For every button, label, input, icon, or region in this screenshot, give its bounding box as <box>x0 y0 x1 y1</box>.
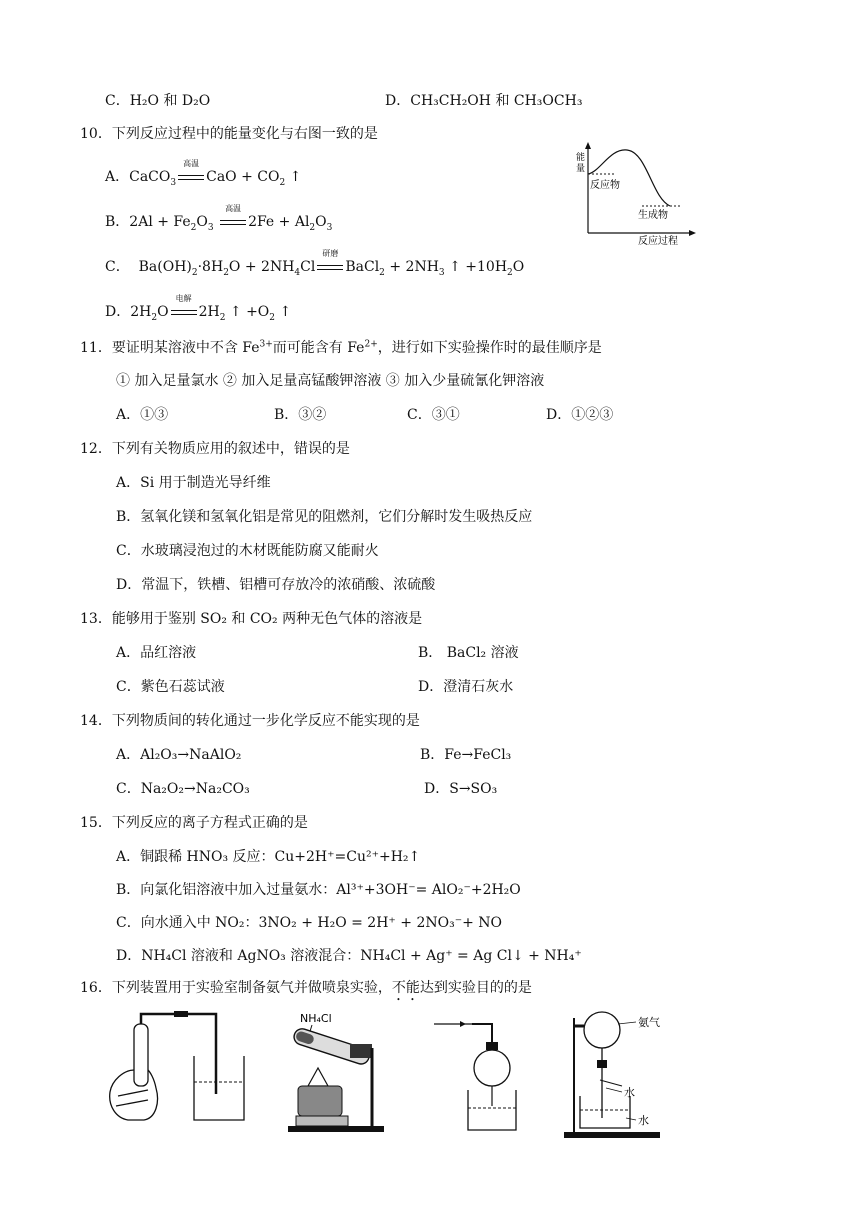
q11-stem: 11．要证明某溶液中不含 $Fe^{3+}$而可能含有 $Fe^{2+}$，进行如下实验操作时的最佳顺序是 <box>80 339 602 356</box>
q15-option-c: C．向水通入中 NO₂：3NO₂ + H₂O = 2H⁺ + 2NO₃⁻+ NO <box>116 915 502 931</box>
q16-stem: 16．下列装置用于实验室制备氨气并做喷泉实验，不能达到实验目的的是 <box>80 980 532 996</box>
q15-stem: 15．下列反应的离子方程式正确的是 <box>80 815 308 831</box>
q14-stem: 14．下列物质间的转化通过一步化学反应不能实现的是 <box>80 713 420 729</box>
q13-option-c: C．紫色石蕊试液 <box>116 679 225 695</box>
gas-pointer <box>618 1022 636 1024</box>
q14-option-a: A．Al₂O₃→NaAlO₂ <box>116 747 242 763</box>
energy-curve <box>588 150 670 206</box>
apparatus-figure-2 <box>280 1008 390 1138</box>
q12-option-a: A．Si 用于制造光导纤维 <box>116 475 271 491</box>
q9-option-d: D．CH₃CH₂OH 和 CH₃OCH₃ <box>385 93 583 109</box>
q13-stem: 13．能够用于鉴别 SO₂ 和 CO₂ 两种无色气体的溶液是 <box>80 611 423 627</box>
q10-option-c: C． $Ba(OH)_2\cdot 8H_2O + 2NH_4Cl$ 研磨 BaCl$_2$ + $2NH_3$ ↑ $+10H_2O$ <box>105 249 525 278</box>
q12-stem: 12．下列有关物质应用的叙述中，错误的是 <box>80 441 350 457</box>
trough <box>580 1096 630 1128</box>
q11-option-d: D．①②③ <box>546 407 614 423</box>
q14-option-b: B．Fe→FeCl₃ <box>420 747 512 763</box>
dropper <box>600 1080 622 1086</box>
q11-option-b: B．③② <box>274 407 327 423</box>
water-label-2: 水 <box>638 1114 649 1127</box>
arrow-right-icon <box>460 1021 466 1027</box>
clamp <box>350 1044 372 1058</box>
apparatus-figure-1 <box>104 1010 254 1128</box>
q11-option-c: C．③① <box>407 407 460 423</box>
q11-option-a: A．①③ <box>116 407 169 423</box>
apparatus-figure-3 <box>432 1016 524 1136</box>
q13-option-b: B． BaCl₂ 溶液 <box>418 645 519 661</box>
q11-operations: ① 加入足量氯水 ② 加入足量高锰酸钾溶液 ③ 加入少量硫氰化钾溶液 <box>116 373 545 389</box>
apparatus-figure-4 <box>560 1006 670 1142</box>
q9-option-c-text: C．H₂O 和 D₂O <box>105 93 211 109</box>
stopper <box>486 1042 498 1050</box>
flame-icon <box>308 1068 328 1086</box>
stopper <box>597 1060 607 1068</box>
ammonia-label: 氨气 <box>638 1016 660 1029</box>
funnel-bulb <box>474 1050 510 1086</box>
q15-option-a: A．铜跟稀 HNO₃ 反应：Cu+2H⁺=Cu²⁺+H₂↑ <box>116 849 421 865</box>
stand-base <box>564 1132 660 1138</box>
q10-option-b: B．$2Al + Fe_2O_3$ 高温 $2Fe + Al_2O_3$ <box>105 204 333 233</box>
beaker <box>194 1056 244 1120</box>
water1-pointer <box>606 1088 622 1092</box>
bent-tube <box>472 1024 492 1044</box>
q13-option-d: D．澄清石灰水 <box>418 679 514 695</box>
q12-option-c: C．水玻璃浸泡过的木材既能防腐又能耐火 <box>116 543 379 559</box>
q14-option-d: D．S→SO₃ <box>424 781 498 797</box>
q10-option-d: D．$2H_2O$ 电解 $2H_2$ ↑ $+O_2$ ↑ <box>105 294 292 323</box>
q12-option-b: B．氢氧化镁和氢氧化铝是常见的阻燃剂，它们分解时发生吸热反应 <box>116 509 533 525</box>
stand-base <box>288 1126 384 1132</box>
alcohol-lamp <box>298 1086 342 1116</box>
q12-option-d: D．常温下，铁槽、铝槽可存放冷的浓硝酸、浓硫酸 <box>116 577 436 593</box>
q13-option-a: A．品红溶液 <box>116 645 197 661</box>
rubber-joint <box>174 1011 188 1017</box>
arrow-right-icon <box>689 230 696 236</box>
q15-option-b: B．向氯化铝溶液中加入过量氨水：Al³⁺+3OH⁻= AlO₂⁻+2H₂O <box>116 882 521 898</box>
energy-ylabel-2: 量 <box>576 164 586 174</box>
reactant-label: 反应物 <box>590 180 620 191</box>
q10-option-a: A．CaCO$_3$ 高温 CaO + $CO_2$ ↑ <box>105 159 302 188</box>
q14-option-c: C．Na₂O₂→Na₂CO₃ <box>116 781 250 797</box>
water-label-1: 水 <box>624 1086 635 1099</box>
q10-stem: 10．下列反应过程中的能量变化与右图一致的是 <box>80 126 378 142</box>
nh4cl-label: NH₄Cl <box>300 1012 332 1025</box>
round-flask <box>584 1012 620 1048</box>
energy-xlabel: 反应过程 <box>638 236 678 247</box>
energy-diagram <box>572 138 702 248</box>
energy-ylabel-1: 能 <box>576 153 586 163</box>
water2-pointer <box>626 1118 636 1120</box>
product-label: 生成物 <box>638 210 668 221</box>
support-block <box>296 1116 348 1126</box>
q15-option-d: D．NH₄Cl 溶液和 AgNO₃ 溶液混合：NH₄Cl + Ag⁺ = Ag Cl↓ + NH₄⁺ <box>116 948 582 964</box>
hand-holding-tube-icon <box>110 1024 158 1120</box>
arrow-up-icon <box>585 142 591 149</box>
